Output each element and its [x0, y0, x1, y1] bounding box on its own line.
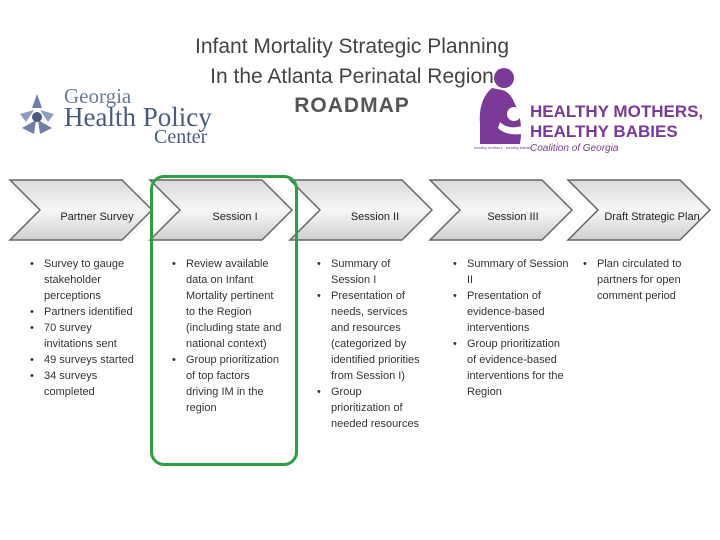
- draft-plan-list: [581, 256, 695, 304]
- hmhb-logo-line-2: HEALTHY BABIES: [530, 122, 678, 141]
- ghpc-logo-line-2: Health Policy: [64, 102, 212, 132]
- list-item: • Plan circulated to partners for open comment period: [581, 256, 695, 304]
- session-1-list: [170, 256, 284, 416]
- stage-label-session-3: Session III: [487, 210, 539, 223]
- session-2-list: [315, 256, 423, 432]
- list-item: • 34 surveys completed: [28, 368, 138, 400]
- ghpc-emblem-icon: [12, 92, 62, 142]
- stage-label-draft-plan: Draft Strategic Plan: [604, 210, 700, 223]
- hmhb-logo-line-3: Coalition of Georgia: [530, 143, 619, 154]
- list-item: • 49 surveys started: [28, 352, 138, 368]
- stage-label-partner-survey: Partner Survey: [60, 210, 134, 223]
- list-item: • Presentation of evidence-based interventions: [451, 288, 569, 336]
- title-line-2: In the Atlanta Perinatal Region: [210, 65, 494, 88]
- stage-label-session-1: Session I: [212, 210, 258, 223]
- list-item: • Group prioritization of evidence-based interventions for the Region: [451, 336, 569, 400]
- list-item: • Presentation of needs, services and resources (categorized by identified priorities from Session I): [315, 288, 423, 384]
- list-item: • Partners identified: [28, 304, 138, 320]
- list-item: • Summary of Session II: [451, 256, 569, 288]
- list-item: • Group prioritization of top factors driving IM in the region: [170, 352, 284, 416]
- hmhb-logo: [470, 66, 710, 156]
- session-3-list: [451, 256, 569, 400]
- hmhb-logo-line-1: HEALTHY MOTHERS,: [530, 102, 704, 121]
- mother-baby-icon: [470, 66, 532, 150]
- partner-survey-list: [28, 256, 138, 400]
- list-item: • 70 survey invitations sent: [28, 320, 138, 352]
- stage-label-session-2: Session II: [350, 210, 400, 223]
- hmhb-logo-tagline: healthy mothers · healthy babies: [474, 145, 532, 150]
- list-item: • Summary of Session I: [315, 256, 423, 288]
- title-roadmap: ROADMAP: [294, 94, 410, 117]
- list-item: • Review available data on Infant Mortality pertinent to the Region (including state and national context): [170, 256, 284, 352]
- list-item: • Survey to gauge stakeholder perceptions: [28, 256, 138, 304]
- ghpc-logo-line-1: Georgia: [64, 84, 132, 108]
- title-line-1: Infant Mortality Strategic Planning: [195, 35, 509, 58]
- list-item: • Group prioritization of needed resources: [315, 384, 423, 432]
- ghpc-logo-line-3: Center: [154, 126, 208, 148]
- ghpc-logo: [12, 86, 222, 152]
